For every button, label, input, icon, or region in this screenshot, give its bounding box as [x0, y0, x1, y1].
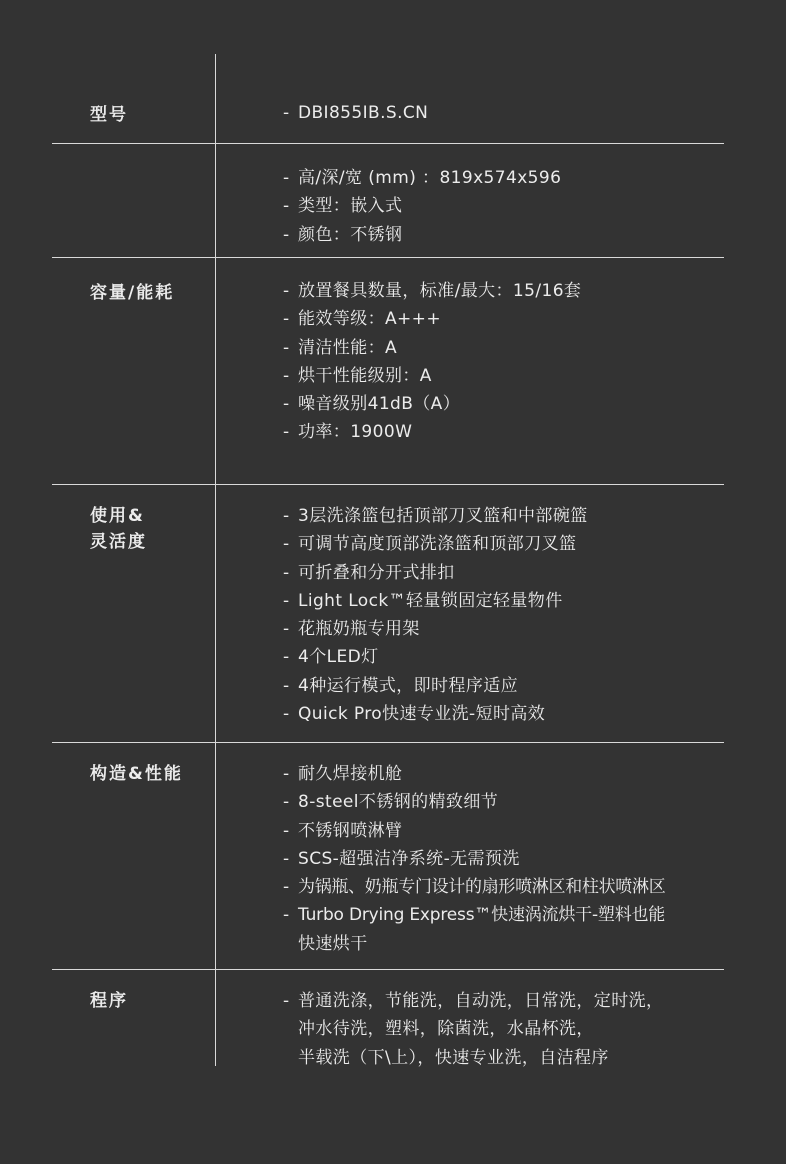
- spec-item: - Quick Pro快速专业洗-短时高效: [283, 704, 546, 725]
- spec-text: 颜色：不锈钢: [298, 224, 403, 245]
- spec-text-continued: 冲水待洗，塑料，除菌洗，水晶杯洗，: [298, 1019, 594, 1040]
- spec-text: Turbo Drying Express™快速涡流烘干-塑料也能: [298, 905, 666, 926]
- spec-text: 耐久焊接机舱: [298, 764, 403, 784]
- spec-text: 花瓶奶瓶专用架: [298, 619, 420, 640]
- spec-text: 清洁性能：A: [298, 337, 398, 358]
- spec-item: - 花瓶奶瓶专用架: [283, 619, 420, 640]
- spec-item: - 放置餐具数量，标准/最大：15/16套: [283, 281, 582, 301]
- label-line: 构造&性能: [90, 764, 183, 784]
- spec-text: Light Lock™轻量锁固定轻量物件: [298, 590, 563, 611]
- spec-text-continued: 半载洗（下\上），快速专业洗，自洁程序: [298, 1047, 609, 1068]
- spec-text-continued: 快速烘干: [298, 933, 368, 954]
- row-divider: [52, 143, 724, 144]
- section-label-model: [90, 102, 210, 128]
- spec-text: 为锅瓶、奶瓶专门设计的扇形喷淋区和柱状喷淋区: [298, 877, 666, 898]
- row-divider: [52, 257, 724, 258]
- spec-item: - Turbo Drying Express™快速涡流烘干-塑料也能 快速烘干: [283, 901, 778, 958]
- row-divider: [52, 484, 724, 485]
- spec-item: - 功率：1900W: [283, 422, 413, 443]
- column-divider: [215, 54, 216, 1066]
- spec-text: 3层洗涤篮包括顶部刀叉篮和中部碗篮: [298, 506, 588, 526]
- section-items-model: [283, 99, 778, 127]
- label-line: 灵活度: [90, 532, 147, 552]
- spec-text: DBI855IB.S.CN: [298, 103, 429, 123]
- spec-item: - 可折叠和分开式排扣: [283, 562, 455, 583]
- spec-text: 可折叠和分开式排扣: [298, 562, 455, 583]
- row-divider: [52, 969, 724, 970]
- spec-text: 可调节高度顶部洗涤篮和顶部刀叉篮: [298, 534, 577, 555]
- spec-item: - 烘干性能级别：A: [283, 365, 432, 386]
- label-line: 使用&: [90, 506, 145, 526]
- spec-item: - 噪音级别41dB（A）: [283, 394, 461, 415]
- spec-text: 8-steel不锈钢的精致细节: [298, 792, 499, 813]
- spec-item: - 清洁性能：A: [283, 337, 398, 358]
- spec-item: - 耐久焊接机舱: [283, 764, 403, 784]
- spec-item: - 颜色：不锈钢: [283, 224, 403, 245]
- spec-text: 能效等级：A+++: [298, 309, 441, 330]
- spec-text: SCS-超强洁净系统-无需预洗: [298, 848, 520, 869]
- section-items-capacity: [283, 277, 778, 447]
- row-divider: [52, 742, 724, 743]
- label-line: 型号: [90, 105, 128, 125]
- spec-text: 类型：嵌入式: [298, 196, 403, 217]
- section-label-construction: [90, 761, 210, 787]
- spec-item: - SCS-超强洁净系统-无需预洗: [283, 848, 520, 869]
- spec-item: - 不锈钢喷淋臂: [283, 820, 403, 841]
- spec-text: 普通洗涤，节能洗，自动洗，日常洗，定时洗，: [298, 991, 664, 1011]
- section-items-construction: [283, 760, 778, 958]
- spec-item: - 普通洗涤，节能洗，自动洗，日常洗，定时洗， 冲水待洗，塑料，除菌洗，水晶杯洗， 半载洗（下\上），快速专业洗，自洁程序: [283, 987, 778, 1072]
- spec-text: 高/深/宽 (mm) ：819x574x596: [298, 168, 562, 188]
- spec-item: - 3层洗涤篮包括顶部刀叉篮和中部碗篮: [283, 506, 588, 526]
- spec-item: - 高/深/宽 (mm) ：819x574x596: [283, 168, 562, 188]
- spec-text: Quick Pro快速专业洗-短时高效: [298, 704, 546, 725]
- spec-item: - 可调节高度顶部洗涤篮和顶部刀叉篮: [283, 534, 577, 555]
- spec-text: 不锈钢喷淋臂: [298, 820, 403, 841]
- spec-item: - Light Lock™轻量锁固定轻量物件: [283, 590, 563, 611]
- spec-item: - 4种运行模式，即时程序适应: [283, 675, 519, 696]
- section-items-dimensions: [283, 164, 778, 249]
- spec-item: - DBI855IB.S.CN: [283, 103, 429, 123]
- section-label-programs: [90, 988, 210, 1014]
- spec-item: - 为锅瓶、奶瓶专门设计的扇形喷淋区和柱状喷淋区: [283, 877, 666, 898]
- spec-text: 放置餐具数量，标准/最大：15/16套: [298, 281, 582, 301]
- spec-text: 功率：1900W: [298, 422, 413, 443]
- spec-item: - 类型：嵌入式: [283, 196, 403, 217]
- spec-item: - 4个LED灯: [283, 647, 379, 668]
- spec-text: 噪音级别41dB（A）: [298, 394, 461, 415]
- section-label-capacity: [90, 280, 210, 306]
- spec-text: 4种运行模式，即时程序适应: [298, 675, 519, 696]
- label-line: 容量/能耗: [90, 283, 175, 303]
- spec-text: 烘干性能级别：A: [298, 365, 432, 386]
- section-items-usage: [283, 502, 778, 728]
- label-line: 程序: [90, 991, 128, 1011]
- section-items-programs: [283, 987, 778, 1072]
- spec-item: - 8-steel不锈钢的精致细节: [283, 792, 499, 813]
- spec-text: 4个LED灯: [298, 647, 379, 668]
- section-label-usage: [90, 503, 210, 555]
- spec-item: - 能效等级：A+++: [283, 309, 441, 330]
